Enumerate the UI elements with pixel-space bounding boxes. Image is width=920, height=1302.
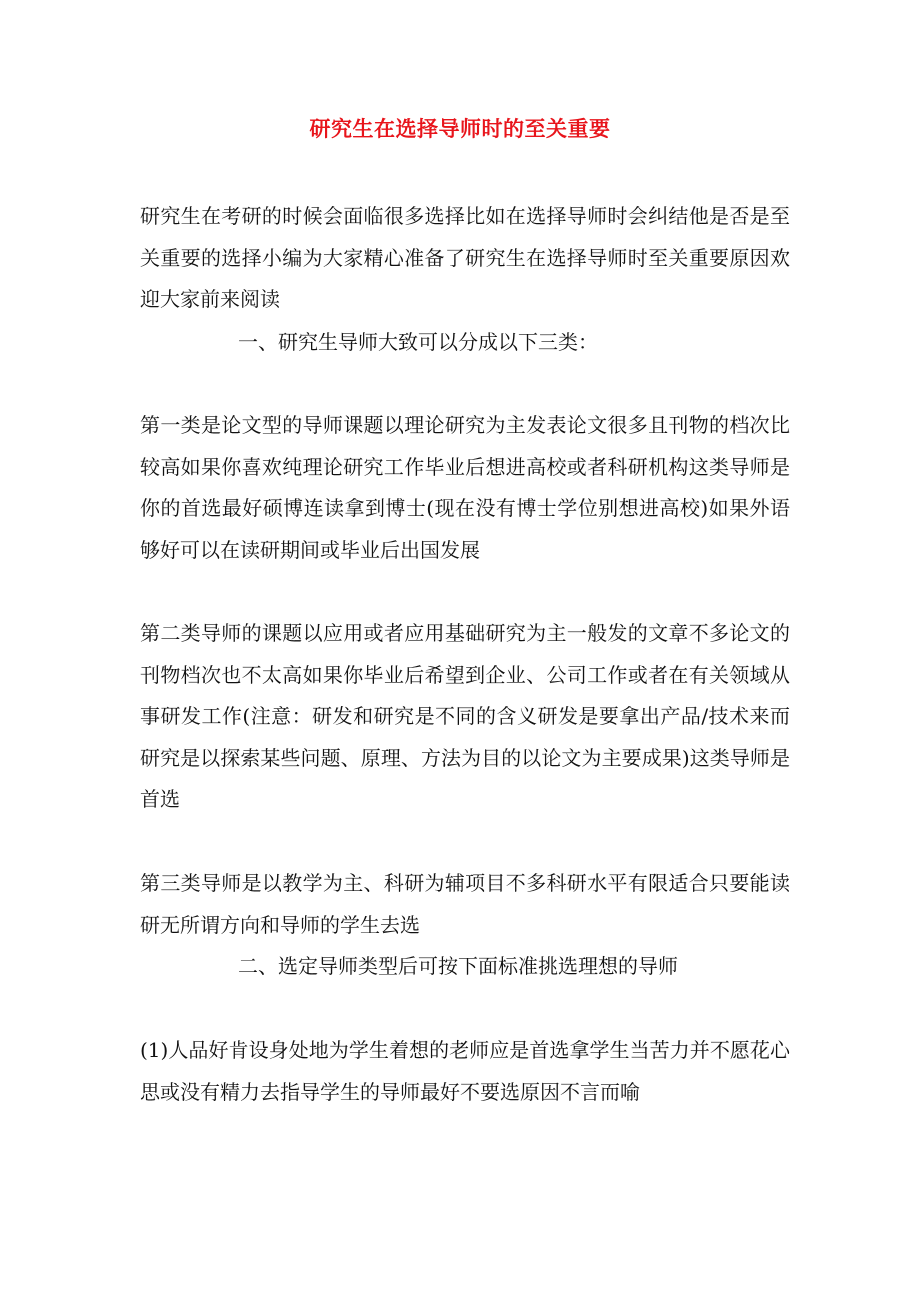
category-three-paragraph: 第三类导师是以教学为主、科研为辅项目不多科研水平有限适合只要能读研无所谓方向和导师的学生去选	[140, 871, 790, 937]
section-two-heading: 二、选定导师类型后可按下面标准挑选理想的导师	[238, 954, 678, 978]
category-two-paragraph: 第二类导师的课题以应用或者应用基础研究为主一般发的文章不多论文的刊物档次也不太高如果你毕业后希望到企业、公司工作或者在有关领域从事研发工作(注意：研发和研究是不同的含义研发是要拿出产品/技术来而研究是以探索某些问题、原理、方法为目的以论文为主要成果)这类导师是首选	[140, 621, 790, 811]
category-one-paragraph: 第一类是论文型的导师课题以理论研究为主发表论文很多且刊物的档次比较高如果你喜欢纯理论研究工作毕业后想进高校或者科研机构这类导师是你的首选最好硕博连读拿到博士(现在没有博士学位别想进高校)如果外语够好可以在读研期间或毕业后出国发展	[140, 413, 790, 562]
section-one-heading: 一、研究生导师大致可以分成以下三类：	[238, 330, 598, 354]
criterion-one-paragraph: (1)人品好肯设身处地为学生着想的老师应是首选拿学生当苦力并不愿花心思或没有精力去指导学生的导师最好不要选原因不言而喻	[140, 1038, 790, 1104]
intro-paragraph: 研究生在考研的时候会面临很多选择比如在选择导师时会纠结他是否是至关重要的选择小编为大家精心准备了研究生在选择导师时至关重要原因欢迎大家前来阅读	[140, 204, 790, 311]
document-title: 研究生在选择导师时的至关重要	[309, 116, 611, 141]
